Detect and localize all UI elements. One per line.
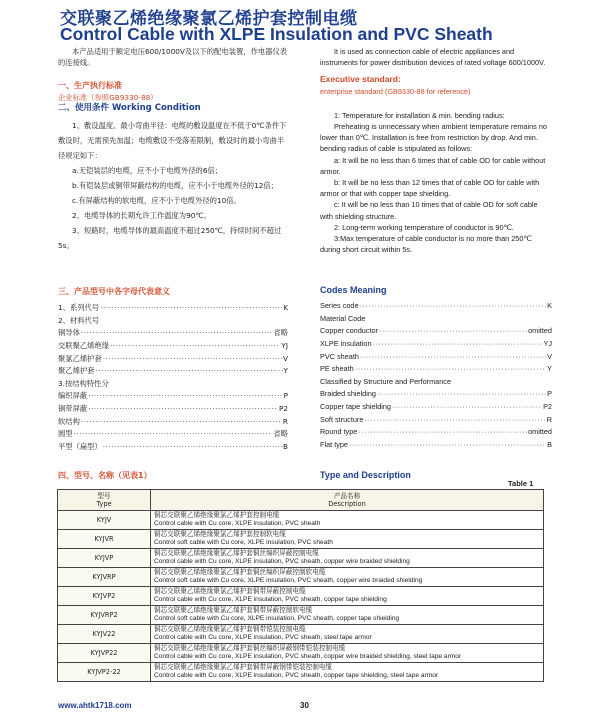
page-title-en: Control Cable with XLPE Insulation and PVC Sheath	[60, 24, 493, 44]
code-label: 软结构	[58, 416, 80, 426]
code-row	[58, 302, 288, 315]
code-value: B	[547, 439, 552, 449]
model-cell: KYJV	[58, 511, 151, 530]
description-cn: 铜芯交联聚乙烯绝缘聚氯乙烯护套铜丝编织屏蔽控制软电缆	[154, 568, 326, 576]
code-value: K	[283, 303, 288, 313]
dot-leader	[360, 300, 547, 311]
left-codes	[58, 286, 288, 453]
description-cn: 铜芯交联聚乙烯绝缘聚氯乙烯护套钢带铠装控制电缆	[154, 625, 306, 633]
condition-heading-cn: 二、使用条件 Working Condition	[58, 102, 201, 113]
code-value: R	[282, 416, 288, 426]
table-row	[58, 530, 544, 549]
code-row	[320, 313, 552, 326]
condition-line-cn: a.无铠装层的电缆，应不小于电缆外径的6倍；	[72, 166, 223, 176]
code-value: K	[547, 301, 552, 311]
code-label: Classified by Structure and Performance	[320, 376, 451, 386]
dot-leader	[349, 439, 546, 450]
table-heading-cn: 四、型号、名称（见表1）	[58, 471, 152, 480]
code-label: 2、材料代号	[58, 315, 100, 325]
code-value: P2	[278, 403, 288, 413]
table-header-row	[58, 490, 544, 511]
description-cell	[151, 549, 544, 568]
dot-leader	[377, 388, 546, 399]
code-label: 平型（扁型）	[58, 441, 102, 451]
left-table-heading	[58, 470, 288, 481]
code-row	[58, 315, 288, 328]
description-en: Control cable with Cu core, XLPE insulation, PVC sheath, copper wire braided shielding	[154, 558, 410, 565]
description-en: Control soft cable with Cu core, XLPE insulation, PVC sheath	[154, 539, 333, 546]
description-en: Control soft cable with Cu core, XLPE insulation, PVC sheath, copper wire braided shielding	[154, 577, 423, 584]
table-row	[58, 606, 544, 625]
code-label: 铜导体	[58, 328, 80, 338]
code-value: V	[547, 351, 552, 361]
code-label: 铜带屏蔽	[58, 403, 88, 413]
code-label: 1、系列代号	[58, 303, 100, 313]
dot-leader	[81, 327, 273, 338]
condition-line-en: 2: Long-term working temperature of conductor is 90℃.	[334, 222, 514, 232]
code-label: Copper conductor	[320, 326, 379, 336]
dot-leader	[392, 401, 542, 412]
description-cn: 铜芯交联聚乙烯绝缘聚氯乙烯护套铜丝编织屏蔽钢带铠装控制电缆	[154, 644, 346, 652]
dot-leader	[379, 325, 527, 336]
type-description-table	[57, 489, 544, 682]
code-label: XLPE insulation	[320, 338, 372, 348]
description-cell	[151, 606, 544, 625]
right-codes	[320, 285, 552, 451]
table-row	[58, 511, 544, 530]
code-value: 省略	[273, 429, 288, 439]
table-heading-en: Type and Description	[320, 470, 411, 480]
code-row	[58, 365, 288, 378]
condition-line-cn: b.有铠装层或铜带屏蔽结构的电缆，应不小于电缆外径的12倍；	[72, 181, 278, 191]
standard-heading-cn: 一、生产执行标准	[58, 81, 122, 91]
code-label: Series code	[320, 301, 359, 311]
condition-line-en: 3:Max temperature of cable conductor is no more than 250℃ during short circuit within 5s.	[320, 234, 532, 255]
dot-leader	[360, 351, 546, 362]
code-row	[58, 353, 288, 366]
dot-leader	[88, 390, 282, 401]
code-label: 编织屏蔽	[58, 391, 88, 401]
footer-url: www.ahtk1718.com	[58, 701, 132, 710]
code-row	[58, 390, 288, 403]
left-column	[58, 46, 288, 253]
code-value: Y	[283, 366, 288, 376]
dot-leader	[358, 426, 527, 437]
codes-heading-en: Codes Meaning	[320, 285, 387, 295]
code-row	[58, 403, 288, 416]
dot-leader	[88, 403, 278, 414]
code-value: YJ	[543, 338, 552, 348]
standard-text-cn: 企业标准（参照GB9330-88）	[58, 92, 158, 102]
intro-cn: 本产品适用于额定电压600/1000V及以下的配电装置，作电器仪表的连接线。	[58, 47, 288, 68]
description-en: Control cable with Cu core, XLPE insulation, PVC sheath, copper tape shielding, steel tape armor	[154, 672, 439, 679]
header-type-en: Type	[96, 500, 112, 508]
dot-leader	[81, 416, 282, 427]
dot-leader	[364, 414, 545, 425]
table-row	[58, 549, 544, 568]
code-value: P	[547, 389, 552, 399]
code-label: Flat type	[320, 439, 348, 449]
header-description-cn: 产品名称	[333, 491, 361, 500]
description-en: Control cable with Cu core, XLPE insulation, PVC sheath, copper wire braided shielding, steel tape armor	[154, 653, 462, 660]
code-row	[320, 376, 552, 389]
description-cn: 铜芯交联聚乙烯绝缘聚氯乙烯护套控制电缆	[154, 511, 280, 519]
code-row	[320, 300, 552, 313]
dot-leader	[100, 302, 282, 313]
dot-leader	[110, 340, 280, 351]
condition-line-en: Preheating is unnecessary when ambient temperature remains no lower than 0℃. Installation is free from restriction by drop. And min. bending radius of cable is stipulated as follows:	[320, 122, 547, 154]
table-row	[58, 568, 544, 587]
dot-leader	[74, 428, 273, 439]
code-value: P	[283, 391, 288, 401]
code-row	[320, 401, 552, 414]
code-label: 3.按结构特性分	[58, 378, 109, 388]
description-cn: 铜芯交联聚乙烯绝缘聚氯乙烯护套控制软电缆	[154, 530, 286, 538]
table-row	[58, 625, 544, 644]
dot-leader	[373, 338, 543, 349]
model-cell: KYJVP2-22	[58, 663, 151, 682]
description-cell	[151, 511, 544, 530]
code-row	[58, 327, 288, 340]
header-type-cn: 型号	[97, 491, 111, 500]
table-row	[58, 587, 544, 606]
model-cell: KYJV22	[58, 625, 151, 644]
code-row	[58, 428, 288, 441]
description-cn: 铜芯交联聚乙烯绝缘聚氯乙烯护套铜带屏蔽钢带铠装控制电缆	[154, 663, 333, 671]
code-label: Copper tape shielding	[320, 401, 391, 411]
page-title-cn: 交联聚乙烯绝缘聚氯乙烯护套控制电缆	[60, 9, 358, 29]
table-row	[58, 644, 544, 663]
code-label: Braided shielding	[320, 389, 376, 399]
code-value: V	[283, 353, 288, 363]
model-cell: KYJVP2	[58, 587, 151, 606]
header-description-en: Description	[328, 500, 366, 508]
description-en: Control cable with Cu core, XLPE insulation, PVC sheath, copper tape shielding	[154, 596, 387, 603]
condition-line-en: c: It will be no less than 10 times that of cable OD for soft cable with shielding structure.	[320, 200, 538, 221]
condition-line-cn: 1、敷设温度、最小弯曲半径：电缆的敷设温度在不低于0℃条件下敷设时，无需预先加温；电缆敷设不受落差限制，敷设时的最小弯曲半径规定如下：	[58, 121, 287, 161]
description-cell	[151, 663, 544, 682]
description-cell	[151, 587, 544, 606]
condition-line-en: a: It will be no less than 6 times that of cable OD for cable without armor.	[320, 155, 546, 176]
model-cell: KYJVRP2	[58, 606, 151, 625]
condition-line-cn: 3、短路时，电缆导体的最高温度不超过250℃，持续时间不超过5s。	[58, 226, 282, 251]
dot-leader	[103, 441, 282, 452]
description-cell	[151, 568, 544, 587]
code-label: Round type	[320, 427, 358, 437]
code-row	[320, 338, 552, 351]
code-label: Soft structure	[320, 414, 364, 424]
code-row	[320, 325, 552, 338]
codes-heading-cn: 三、产品型号中各字母代表意义	[58, 287, 170, 296]
dot-leader	[103, 353, 282, 364]
code-value: omitted	[528, 427, 552, 437]
code-row	[58, 378, 288, 391]
code-value: YJ	[281, 340, 288, 350]
code-label: PVC sheath	[320, 351, 359, 361]
description-en: Control cable with Cu core, XLPE insulation, PVC sheath	[154, 520, 321, 527]
description-cell	[151, 644, 544, 663]
description-en: Control soft cable with Cu core, XLPE insulation, PVC sheath, copper tape shielding	[154, 615, 400, 622]
code-value: 省略	[273, 328, 288, 338]
dot-leader	[355, 363, 546, 374]
code-label: Material Code	[320, 313, 366, 323]
description-cell	[151, 625, 544, 644]
code-row	[58, 340, 288, 353]
table-label: Table 1	[508, 479, 534, 488]
model-cell: KYJVR	[58, 530, 151, 549]
description-en: Control cable with Cu core, XLPE insulation, PVC sheath, steel tape armor	[154, 634, 372, 641]
code-value: Y	[547, 364, 552, 374]
condition-line-cn: 2、电缆导体的长期允许工作温度为90℃。	[72, 211, 211, 221]
code-row	[320, 363, 552, 376]
code-row	[320, 426, 552, 439]
table-row	[58, 663, 544, 682]
standard-text-en: enterprise standard (GB9330-88 for reference)	[320, 86, 471, 96]
code-value: P2	[543, 401, 552, 411]
standard-heading-en: Executive standard:	[320, 74, 401, 85]
header-description	[151, 490, 544, 511]
code-value: B	[282, 441, 288, 451]
page-number: 30	[300, 701, 309, 710]
code-value: omitted	[528, 326, 552, 336]
code-row	[320, 414, 552, 427]
condition-line-en: b: It will be no less than 12 times that of cable OD for cable with armor or that with copper tape shielding.	[320, 178, 540, 199]
code-label: 圆型	[58, 429, 73, 439]
code-label: 聚氯乙烯护套	[58, 353, 102, 363]
code-label: 交联聚乙烯绝缘	[58, 340, 110, 350]
code-label: PE sheath	[320, 364, 354, 374]
model-cell: KYJVP22	[58, 644, 151, 663]
code-row	[320, 439, 552, 452]
dot-leader	[95, 365, 282, 376]
condition-line-en: 1: Temperature for installation & min. bending radius:	[334, 110, 505, 120]
code-label: 聚乙烯护套	[58, 366, 95, 376]
intro-en: It is used as connection cable of electric appliances and instruments for power distribution devices of rated voltage 600/1000V.	[320, 47, 546, 68]
description-cn: 铜芯交联聚乙烯绝缘聚氯乙烯护套铜带屏蔽控制电缆	[154, 587, 306, 595]
description-cell	[151, 530, 544, 549]
right-column	[320, 46, 552, 255]
description-cn: 铜芯交联聚乙烯绝缘聚氯乙烯护套铜带屏蔽控制软电缆	[154, 606, 313, 614]
model-cell: KYJVP	[58, 549, 151, 568]
code-value: R	[546, 414, 552, 424]
code-row	[320, 351, 552, 364]
description-cn: 铜芯交联聚乙烯绝缘聚氯乙烯护套铜丝编织屏蔽控制电缆	[154, 549, 319, 557]
code-row	[58, 416, 288, 429]
code-row	[320, 388, 552, 401]
code-row	[58, 441, 288, 454]
header-type	[58, 490, 151, 511]
condition-line-cn: c.有屏蔽结构的软电缆，应不小于电缆外径的10倍。	[72, 196, 241, 206]
model-cell: KYJVRP	[58, 568, 151, 587]
